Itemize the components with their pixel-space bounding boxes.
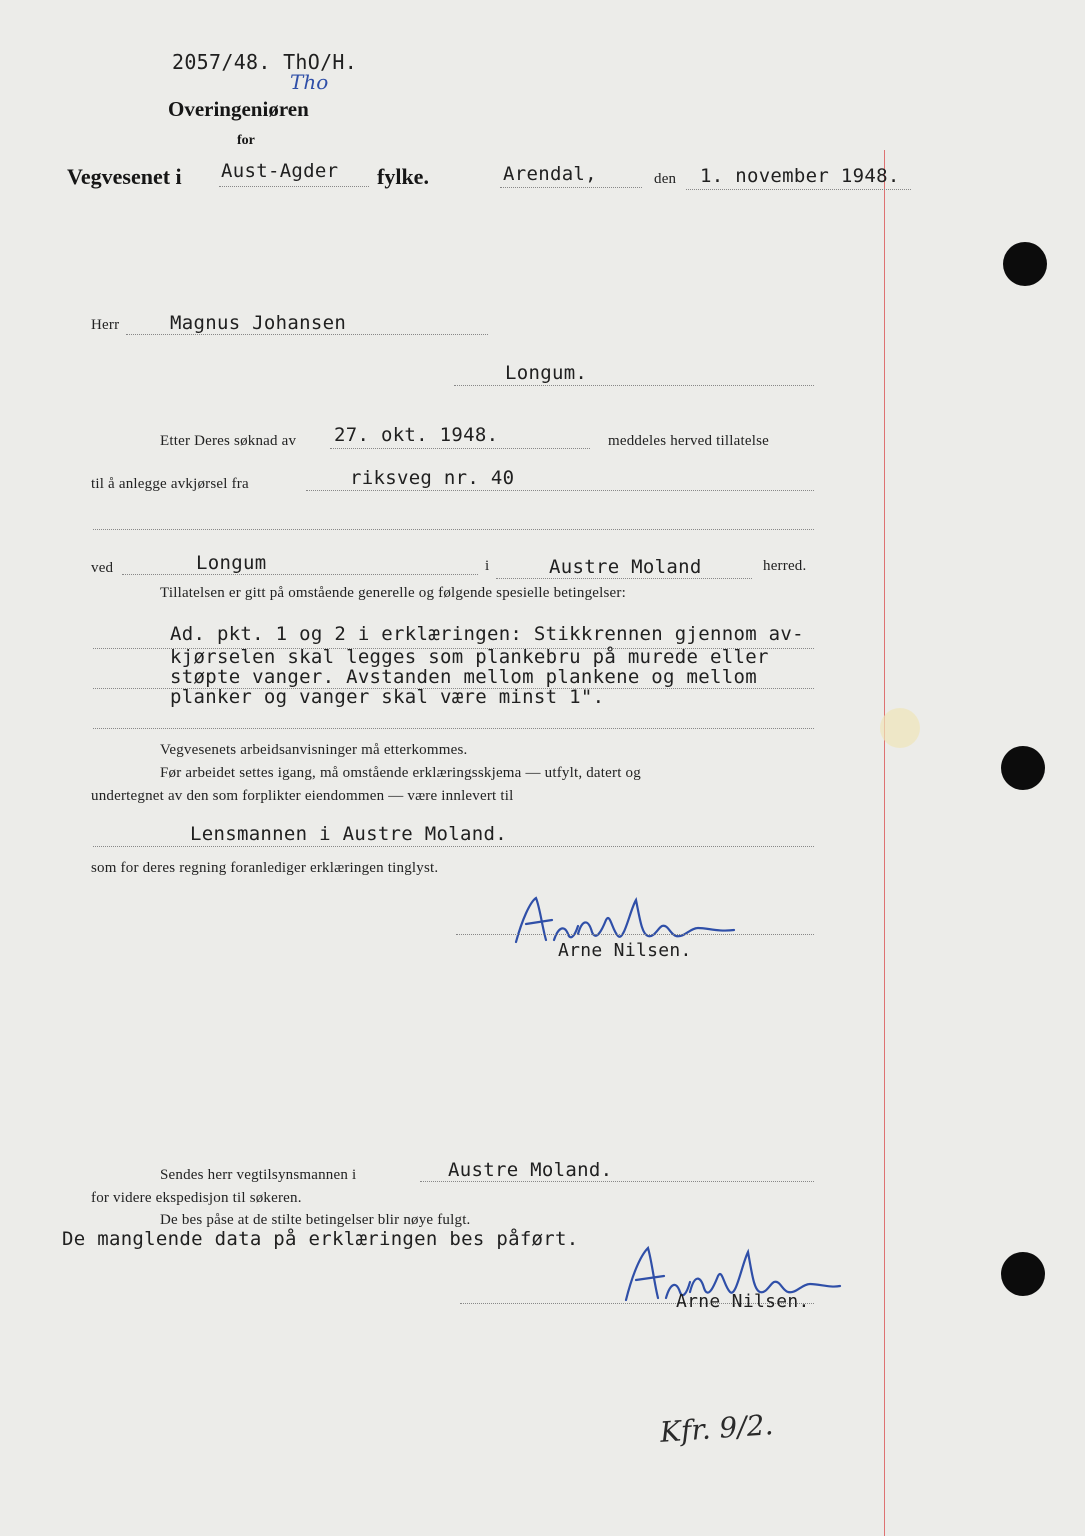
agency-prefix: Vegvesenet i <box>67 164 182 189</box>
instructions-line-4: som for deres regning foranlediger erklæringen tinglyst. <box>91 860 439 876</box>
recipient-dots <box>126 334 488 335</box>
signature-dots-1 <box>456 934 814 935</box>
county-suffix: fylke. <box>377 164 429 189</box>
footer-line-3: De bes påse at de stilte betingelser blir nøye fulgt. <box>160 1212 471 1228</box>
ved-label: ved <box>91 560 114 576</box>
for-label: for <box>237 133 255 148</box>
blank-line-dots <box>93 529 814 530</box>
condition-line-1: Ad. pkt. 1 og 2 i erklæringen: Stikkrennen gjennom av- <box>170 623 804 645</box>
road-number: riksveg nr. 40 <box>350 467 515 489</box>
county-dots <box>219 186 369 187</box>
sendes-prefix: Sendes herr vegtilsynsmannen i <box>160 1167 357 1183</box>
typed-note: De manglende data på erklæringen bes påført. <box>62 1228 579 1250</box>
office-title: Overingeniøren <box>168 97 309 121</box>
application-suffix: meddeles herved tillatelse <box>608 433 769 449</box>
condition-line-3: støpte vanger. Avstanden mellom plankene og mellom <box>170 666 757 688</box>
condition-dots-3 <box>93 728 814 729</box>
deliver-to-dots <box>93 846 814 847</box>
instructions-line-2: Før arbeidet settes igang, må omstående erklæringsskjema — utfylt, datert og <box>160 765 641 781</box>
ved-dots <box>122 574 478 575</box>
conditions-intro: Tillatelsen er gitt på omstående generelle og følgende spesielle betingelser: <box>160 585 626 601</box>
county-name: Aust-Agder <box>221 160 339 182</box>
place-dots <box>500 187 642 188</box>
margin-rule <box>884 150 885 1536</box>
letter-date: 1. november 1948. <box>700 165 900 187</box>
place-name: Arendal, <box>503 163 597 185</box>
paper-stain <box>880 708 920 748</box>
reference-number: 2057/48. ThO/H. <box>172 50 358 74</box>
ved-place: Longum <box>196 552 267 574</box>
signature-name-1: Arne Nilsen. <box>558 940 692 961</box>
sendes-place: Austre Moland. <box>448 1159 613 1181</box>
application-date: 27. okt. 1948. <box>334 424 499 446</box>
herred-label: herred. <box>763 558 807 574</box>
handwritten-note: Kfr. 9/2. <box>658 1408 775 1449</box>
salutation: Herr <box>91 317 120 333</box>
handwritten-initials: Tho <box>290 70 329 94</box>
road-dots <box>306 490 814 491</box>
recipient-location: Longum. <box>505 362 588 384</box>
instructions-line-1: Vegvesenets arbeidsanvisninger må etterkommes. <box>160 742 468 758</box>
municipality-dots <box>496 578 752 579</box>
municipality-name: Austre Moland <box>549 556 702 578</box>
footer-line-2: for videre ekspedisjon til søkeren. <box>91 1190 302 1206</box>
condition-line-4: planker og vanger skal være minst 1". <box>170 686 605 708</box>
instructions-line-3: undertegnet av den som forplikter eiendommen — være innlevert til <box>91 788 514 804</box>
punch-hole-bottom <box>1001 1252 1045 1296</box>
sendes-dots <box>420 1181 814 1182</box>
i-label: i <box>485 558 490 574</box>
date-prefix: den <box>654 171 677 187</box>
condition-line-2: kjørselen skal legges som plankebru på murede eller <box>170 646 769 668</box>
application-prefix: Etter Deres søknad av <box>160 433 297 449</box>
road-prefix: til å anlegge avkjørsel fra <box>91 476 249 492</box>
punch-hole-middle <box>1001 746 1045 790</box>
date-dots <box>686 189 911 190</box>
signature-name-2: Arne Nilsen. <box>676 1291 810 1312</box>
deliver-to: Lensmannen i Austre Moland. <box>190 823 507 845</box>
application-date-dots <box>330 448 590 449</box>
punch-hole-top <box>1003 242 1047 286</box>
recipient-name: Magnus Johansen <box>170 312 347 334</box>
location-dots <box>454 385 814 386</box>
